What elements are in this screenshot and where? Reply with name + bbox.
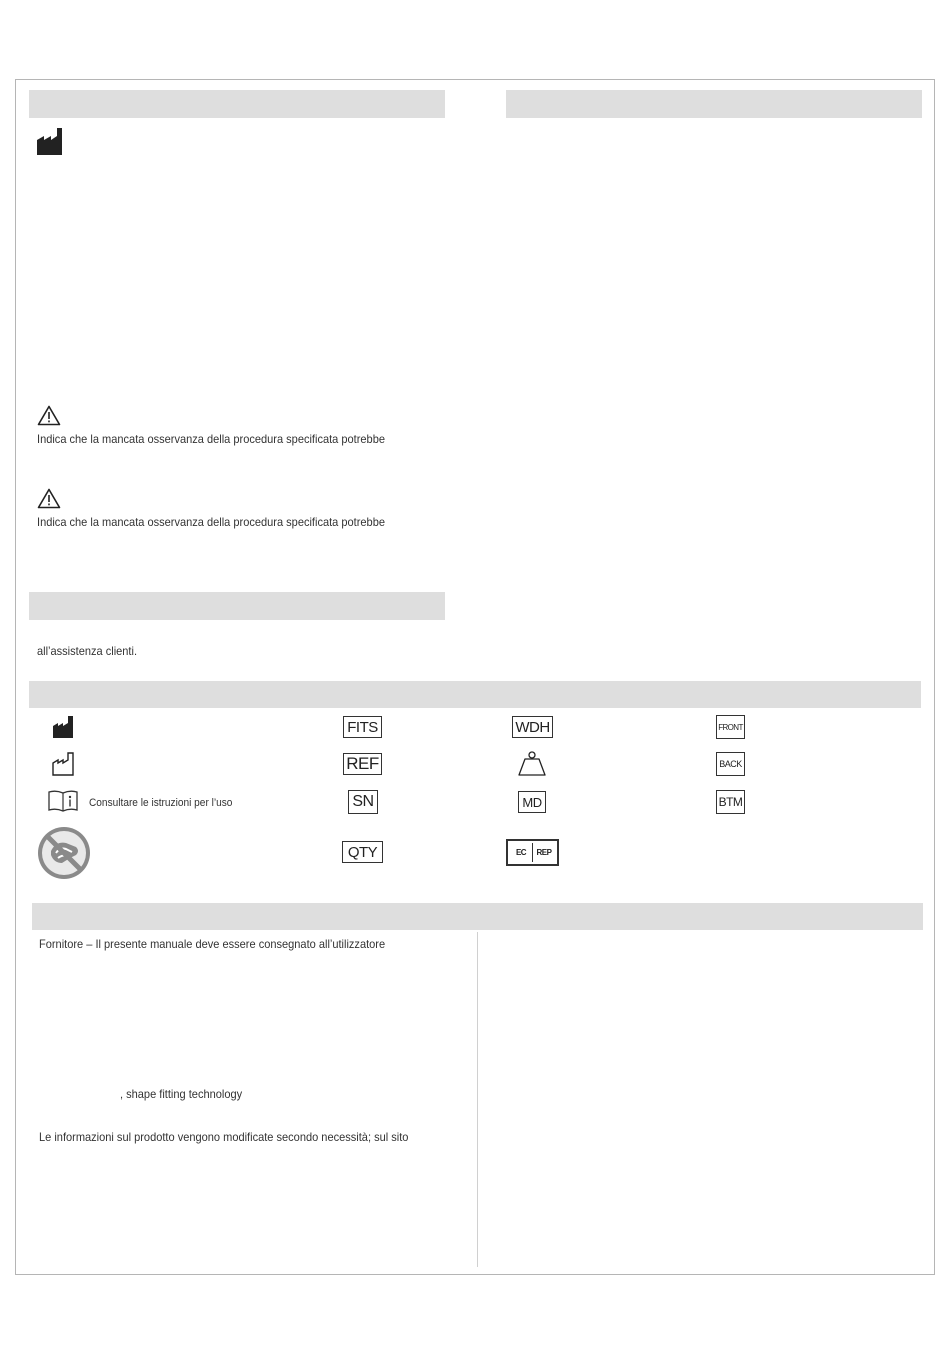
- ec-label: EC: [515, 848, 527, 857]
- warning-text: Indica che la mancata osservanza della procedura specificata potrebbe: [37, 432, 385, 446]
- ifu-label: Consultare le istruzioni per l’uso: [89, 797, 233, 809]
- do-not-touch-icon: [36, 825, 92, 881]
- instructions-book-icon: [47, 789, 79, 813]
- section-header-service: [29, 592, 445, 620]
- back-symbol: BACK: [716, 752, 745, 776]
- qty-symbol: QTY: [342, 841, 383, 863]
- warning-icon: [37, 488, 61, 509]
- weight-icon: [517, 751, 547, 777]
- md-symbol: MD: [518, 791, 546, 813]
- shape-fitting-text: , shape fitting technology: [120, 1087, 243, 1101]
- ref-symbol: REF: [343, 753, 382, 775]
- btm-symbol: BTM: [716, 790, 745, 814]
- assistance-text: all’assistenza clienti.: [37, 644, 138, 658]
- section-header-bottom: [32, 903, 923, 930]
- date-of-manufacture-icon: [52, 752, 74, 776]
- warning-icon: [37, 405, 61, 426]
- section-header-right: [506, 90, 922, 118]
- fits-symbol: FITS: [343, 716, 382, 738]
- section-header-symbols: [29, 681, 921, 708]
- product-info-text: Le informazioni sul prodotto vengono modificate secondo necessità; sul sito: [39, 1130, 409, 1144]
- ec-rep-symbol: [506, 839, 559, 866]
- column-divider: [477, 932, 478, 1267]
- section-header-left: [29, 90, 445, 118]
- front-symbol: FRONT: [716, 715, 745, 739]
- sn-symbol: SN: [348, 790, 378, 814]
- supplier-text: Fornitore – Il presente manuale deve essere consegnato all’utilizzatore: [39, 937, 386, 951]
- wdh-symbol: WDH: [512, 716, 553, 738]
- warning-text: Indica che la mancata osservanza della procedura specificata potrebbe: [37, 515, 385, 529]
- manufacturer-icon: [36, 126, 64, 156]
- manufacturer-icon: [52, 715, 74, 739]
- rep-label: REP: [532, 843, 555, 862]
